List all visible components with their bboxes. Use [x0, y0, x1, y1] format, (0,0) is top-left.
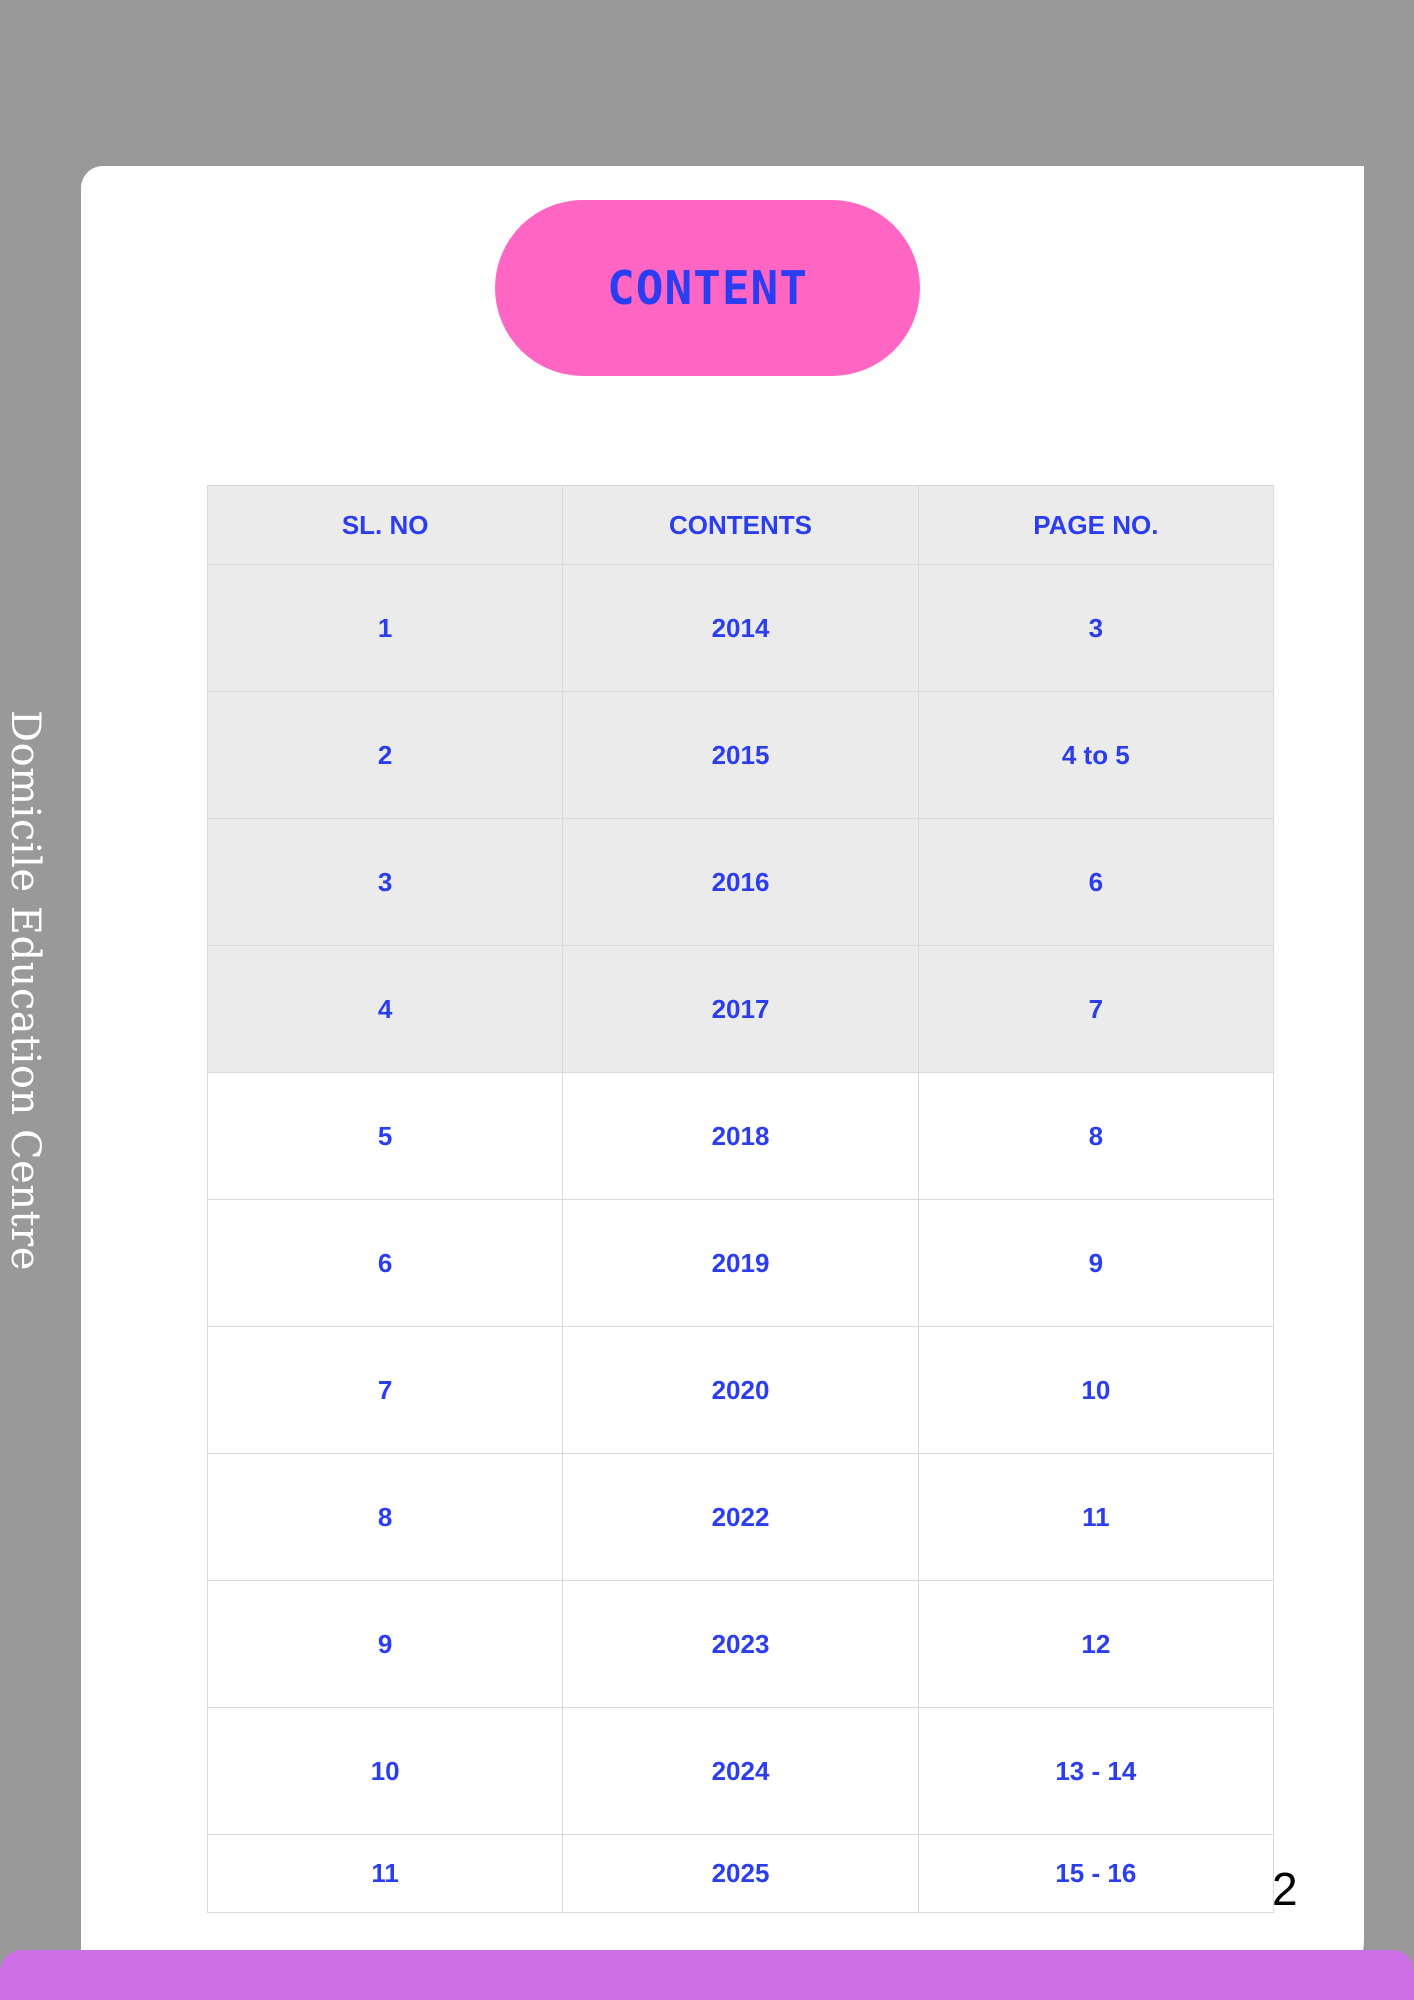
- table-row: [208, 1454, 1274, 1581]
- cell-page-no: 6: [918, 819, 1273, 946]
- table-row: [208, 692, 1274, 819]
- cell-page-no: 10: [918, 1327, 1273, 1454]
- bottom-band: [0, 1950, 1414, 2000]
- cell-sl-no: 8: [208, 1454, 563, 1581]
- cell-page-no: 4 to 5: [918, 692, 1273, 819]
- cell-contents: 2016: [563, 819, 918, 946]
- table-row: [208, 1708, 1274, 1835]
- header-contents: CONTENTS: [563, 486, 918, 565]
- table-row: [208, 946, 1274, 1073]
- cell-page-no: 9: [918, 1200, 1273, 1327]
- cell-contents: 2024: [563, 1708, 918, 1835]
- cell-page-no: 12: [918, 1581, 1273, 1708]
- table-row: [208, 565, 1274, 692]
- cell-contents: 2014: [563, 565, 918, 692]
- cell-contents: 2025: [563, 1835, 918, 1913]
- title-pill: [495, 200, 920, 376]
- table-row: [208, 1581, 1274, 1708]
- table-row: [208, 1327, 1274, 1454]
- table-row: [208, 1073, 1274, 1200]
- cell-sl-no: 1: [208, 565, 563, 692]
- cell-page-no: 8: [918, 1073, 1273, 1200]
- cell-page-no: 7: [918, 946, 1273, 1073]
- side-org-name: Domicile Education Centre: [2, 710, 48, 1271]
- header-sl-no: SL. NO: [208, 486, 563, 565]
- cell-contents: 2023: [563, 1581, 918, 1708]
- cell-contents: 2022: [563, 1454, 918, 1581]
- cell-sl-no: 9: [208, 1581, 563, 1708]
- cell-page-no: 15 - 16: [918, 1835, 1273, 1913]
- cell-contents: 2015: [563, 692, 918, 819]
- cell-page-no: 11: [918, 1454, 1273, 1581]
- page-number: 2: [1272, 1863, 1298, 1915]
- cell-sl-no: 11: [208, 1835, 563, 1913]
- header-page-no: PAGE NO.: [918, 486, 1273, 565]
- cell-page-no: 3: [918, 565, 1273, 692]
- table-row: [208, 819, 1274, 946]
- cell-sl-no: 5: [208, 1073, 563, 1200]
- cell-sl-no: 10: [208, 1708, 563, 1835]
- cell-sl-no: 6: [208, 1200, 563, 1327]
- cell-contents: 2017: [563, 946, 918, 1073]
- cell-sl-no: 7: [208, 1327, 563, 1454]
- cell-sl-no: 4: [208, 946, 563, 1073]
- table-row: [208, 1835, 1274, 1913]
- cell-contents: 2019: [563, 1200, 918, 1327]
- cell-sl-no: 3: [208, 819, 563, 946]
- table-header-row: [208, 486, 1274, 565]
- cell-contents: 2018: [563, 1073, 918, 1200]
- cell-page-no: 13 - 14: [918, 1708, 1273, 1835]
- table-row: [208, 1200, 1274, 1327]
- page-title: CONTENT: [607, 261, 808, 315]
- contents-table: [207, 485, 1274, 1913]
- cell-sl-no: 2: [208, 692, 563, 819]
- cell-contents: 2020: [563, 1327, 918, 1454]
